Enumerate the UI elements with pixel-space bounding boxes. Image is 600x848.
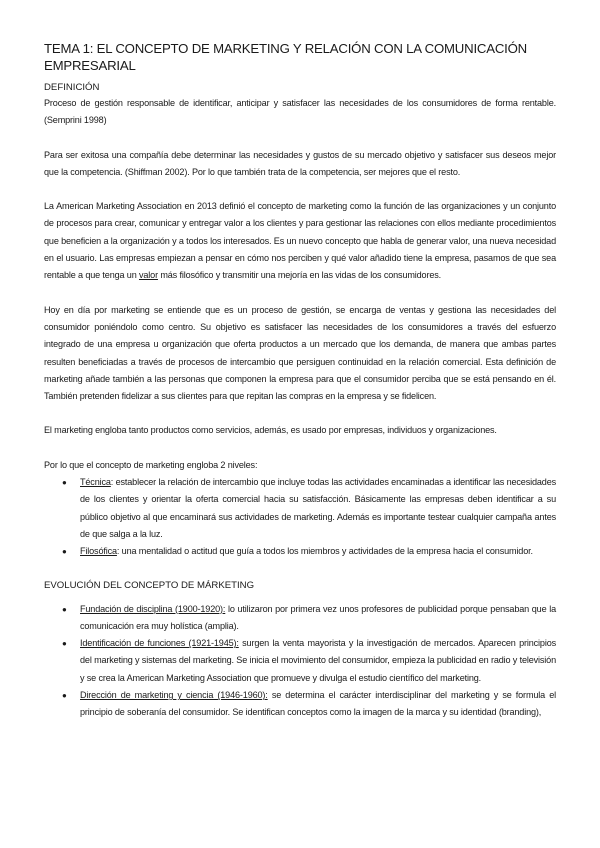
list-item bbox=[62, 687, 556, 722]
list-item bbox=[62, 543, 556, 560]
list-item-term: Técnica bbox=[80, 477, 111, 488]
bullet-icon: ● bbox=[62, 604, 67, 614]
paragraph-1: Proceso de gestión responsable de identificar, anticipar y satisfacer las necesidades de los consumidores de forma rentable. (Semprini 1998) bbox=[44, 98, 556, 126]
list-item-text: lo utilizaron por primera vez unos profesores de publicidad porque pensaban que la comunicación era muy holística (amplia). bbox=[80, 603, 556, 631]
niveles-list bbox=[44, 474, 556, 560]
document-page bbox=[44, 40, 556, 722]
page-title: TEMA 1: EL CONCEPTO DE MARKETING Y RELACIÓN CON LA COMUNICACIÓN EMPRESARIAL bbox=[44, 41, 528, 73]
underlined-valor: valor bbox=[139, 270, 158, 281]
list-item-text: surgen la venta mayorista y la investigación de mercados. Aparecen principios del marketing y sistemas del marketing. Se inicia el movimiento del consumidor, empieza la publicidad en radio y televisión y se crea la American Marketing Association que promueve y divulga el estudio científico del marketing. bbox=[80, 638, 557, 683]
paragraph-2: Para ser exitosa una compañía debe determinar las necesidades y gustos de su mercado objetivo y satisfacer sus deseos mejor que la competencia. (Shiffman 2002). Por lo que también trata de la competencia, ser mejores que el resto. bbox=[44, 149, 556, 177]
bullet-icon: ● bbox=[62, 691, 67, 701]
list-item-text: : una mentalidad o actitud que guía a todos los miembros y actividades de la empresa hacia el consumidor. bbox=[116, 546, 533, 557]
list-item-text: : establecer la relación de intercambio que incluye todas las actividades encaminadas a identificar las necesidades de los clientes y orientar la oferta comercial hacia su satisfacción. Básicamente las empresas deben identificar a su público objetivo al que encaminará sus actividades de marketing. Además es importante testear cualquier campaña antes de que salga a la luz. bbox=[80, 477, 556, 539]
list-item-term: Filosófica bbox=[80, 546, 117, 557]
section-heading-evolucion: EVOLUCIÓN DEL CONCEPTO DE MÁRKETING bbox=[44, 579, 255, 591]
paragraph-3-text-a: La American Marketing Association en 2013 definió el concepto de marketing como la función de las organizaciones y un conjunto de procesos para crear, comunicar y entregar valor a los clientes y para gestionar las relaciones con ellos mediante procedimientos que beneficien a la organización y a todos los interesados. Es un nuevo concepto que habla de generar valor, una nueva necesidad en el usuario. Las empresas empiezan a pensar en cómo nos perciben y qué valor añadido tiene la empresa, pasamos de que sea rentable a que tenga un bbox=[44, 201, 556, 281]
paragraph-3-text-b: más filosófico y transmitir una mejoría en las vidas de los consumidores. bbox=[157, 270, 442, 281]
list-item bbox=[62, 601, 556, 636]
paragraph-4: Hoy en día por marketing se entiende que es un proceso de gestión, se encarga de ventas y gestiona las necesidades del consumidor poniéndolo como centro. Su objetivo es satisfacer las necesidades de los consumidores a través del esfuerzo integrado de una empresa u organización que oferta productos a un mercado que los demanda, de manera que ambas partes resulten beneficiadas a través de procesos de intercambio que persiguen continuidad en la relación comercial. Esta definición de marketing añade también a las personas que componen la empresa para que el consumidor perciba que se está pensando en él. También pretenden fidelizar a sus clientes para que repitan las compras en la empresa y se fidelicen. bbox=[44, 304, 556, 402]
paragraph-6: Por lo que el concepto de marketing engloba 2 niveles: bbox=[44, 459, 258, 470]
bullet-icon: ● bbox=[62, 639, 67, 649]
bullet-icon: ● bbox=[62, 478, 67, 488]
evolucion-list bbox=[44, 601, 556, 722]
list-item bbox=[62, 474, 556, 543]
bullet-icon: ● bbox=[62, 547, 67, 557]
section-heading-definicion: DEFINICIÓN bbox=[44, 82, 100, 93]
list-item-term: Identificación de funciones (1921-1945): bbox=[80, 638, 239, 649]
paragraph-3 bbox=[44, 198, 556, 284]
list-item-text: se determina el carácter interdisciplinar del marketing y se formula el principio de soberanía del consumidor. Se identifican conceptos como la imagen de la marca y su identidad (branding), bbox=[80, 690, 556, 718]
list-item-term: Fundación de disciplina (1900-1920): bbox=[80, 603, 226, 614]
list-item-term: Dirección de marketing y ciencia (1946-1960): bbox=[80, 690, 268, 701]
paragraph-5: El marketing engloba tanto productos como servicios, además, es usado por empresas, individuos y organizaciones. bbox=[44, 425, 497, 436]
list-item bbox=[62, 635, 557, 687]
